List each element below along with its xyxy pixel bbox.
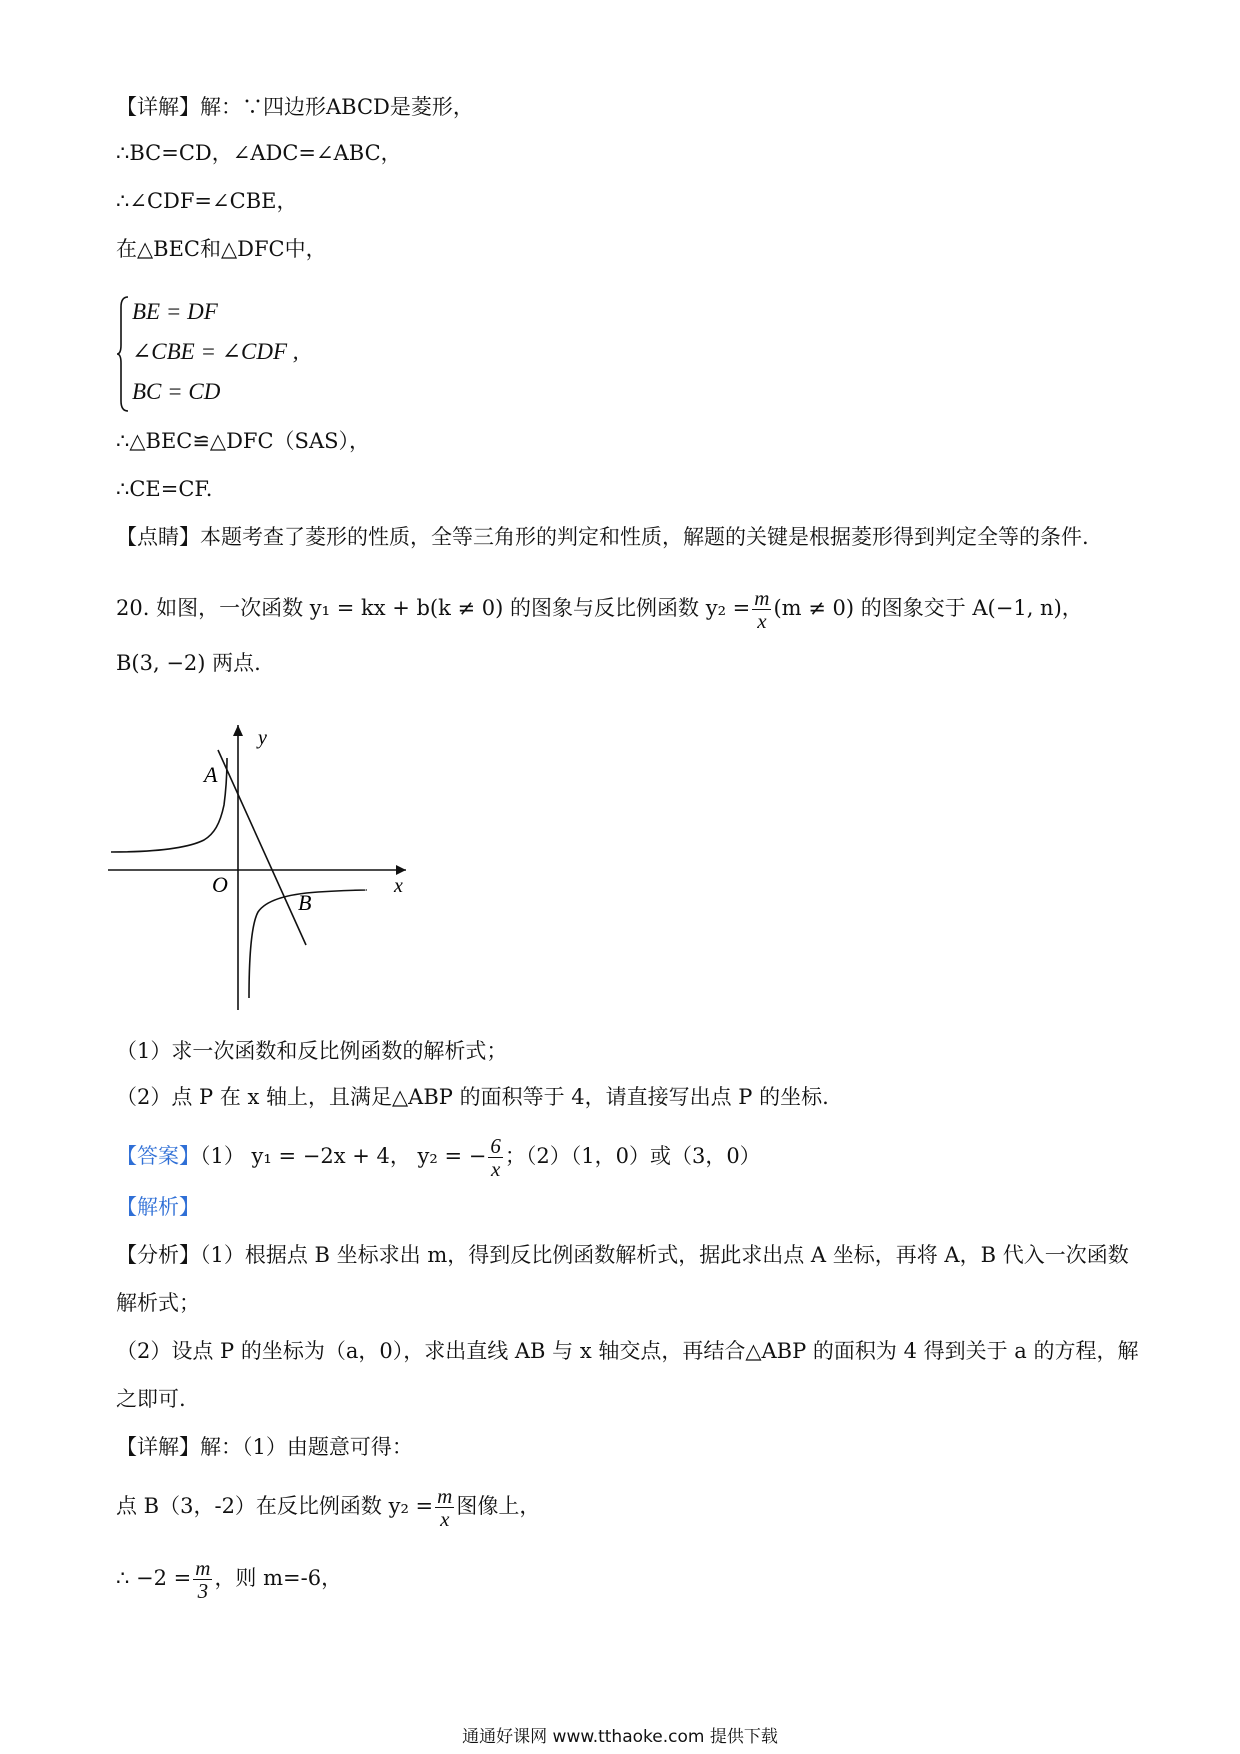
y-axis-label: y (258, 727, 267, 749)
comment-line: 【点睛】本题考查了菱形的性质，全等三角形的判定和性质，解题的关键是根据菱形得到判定全等的条件. (116, 525, 1089, 549)
text-line: ∴△BEC≌△DFC（SAS）， (116, 429, 370, 453)
analysis-line: 【分析】（1）根据点 B 坐标求出 m，得到反比例函数解析式，据此求出点 A 坐标，再将 A，B 代入一次函数 (116, 1243, 1129, 1267)
function-graph (108, 720, 418, 1010)
detail-line (116, 1476, 540, 1536)
analysis-line: 解析式； (116, 1291, 200, 1315)
answer-tag: 【答案】 (116, 1144, 200, 1168)
fraction-numerator: m (195, 1556, 211, 1580)
x-axis-arrow-icon (396, 865, 406, 875)
y-axis-arrow-icon (233, 725, 243, 736)
detail-text: ，则 m=-6， (214, 1566, 343, 1590)
equation-1: BE = DF (132, 299, 218, 324)
detail-line (116, 1548, 342, 1608)
text-line: ∴CE=CF. (116, 477, 213, 501)
text-line: ∴∠CDF=∠CBE， (116, 189, 298, 213)
fraction (435, 1485, 454, 1530)
question-20 (116, 578, 1083, 638)
answer-text: ；（2）（1，0）或（3，0） (504, 1144, 761, 1168)
analysis-tag: 【解析】 (116, 1195, 200, 1219)
question-text: (m ≠ 0) 的图象交于 A(−1, n)， (773, 596, 1083, 620)
answer-line (116, 1126, 761, 1186)
fraction-numerator: 6 (490, 1134, 501, 1158)
equation-2: ∠CBE = ∠CDF , (132, 339, 299, 364)
fraction (193, 1557, 212, 1602)
detail-text: ∴ −2 = (116, 1566, 192, 1590)
analysis-line: （2）设点 P 的坐标为（a，0），求出直线 AB 与 x 轴交点，再结合△ABP 的面积为 4 得到关于 a 的方程，解 (116, 1339, 1139, 1363)
answer-text: （1） y₁ = −2x + 4， y₂ = − (200, 1144, 487, 1168)
origin-label: O (212, 872, 228, 897)
sub-question-2: （2）点 P 在 x 轴上，且满足△ABP 的面积等于 4，请直接写出点 P 的坐标. (116, 1085, 829, 1109)
detail-text: 点 B（3，-2）在反比例函数 y₂ = (116, 1494, 434, 1518)
text-line: ∴BC=CD，∠ADC=∠ABC， (116, 141, 402, 165)
detail-line: 【详解】解：（1）由题意可得： (116, 1435, 413, 1459)
equation-system (116, 295, 376, 413)
point-a-label: A (204, 762, 218, 787)
footer-text: 通通好课网 www.tthaoke.com 提供下载 (462, 1727, 778, 1747)
text-line: 在△BEC和△DFC中， (116, 237, 327, 261)
text-line: 【详解】解：∵四边形ABCD是菱形， (116, 95, 474, 119)
equation-3: BC = CD (132, 379, 221, 404)
linear-function-line (218, 750, 306, 945)
fraction-denominator: x (757, 609, 767, 633)
fraction-numerator: m (754, 586, 770, 610)
detail-text: 图像上， (456, 1494, 541, 1518)
question-text: B(3, −2) 两点. (116, 651, 261, 675)
fraction (752, 587, 771, 632)
point-b-label: B (298, 890, 312, 915)
fraction-denominator: 3 (197, 1579, 209, 1603)
x-axis-label: x (394, 875, 403, 897)
left-brace-icon (116, 295, 130, 413)
question-text: 20. 如图，一次函数 y₁ = kx + b(k ≠ 0) 的图象与反比例函数 y₂ = (116, 596, 751, 620)
fraction-numerator: m (437, 1484, 453, 1508)
analysis-line: 之即可. (116, 1387, 186, 1411)
fraction (488, 1135, 503, 1180)
fraction-denominator: x (490, 1157, 501, 1181)
fraction-denominator: x (440, 1507, 450, 1531)
sub-question-1: （1）求一次函数和反比例函数的解析式； (116, 1039, 508, 1063)
